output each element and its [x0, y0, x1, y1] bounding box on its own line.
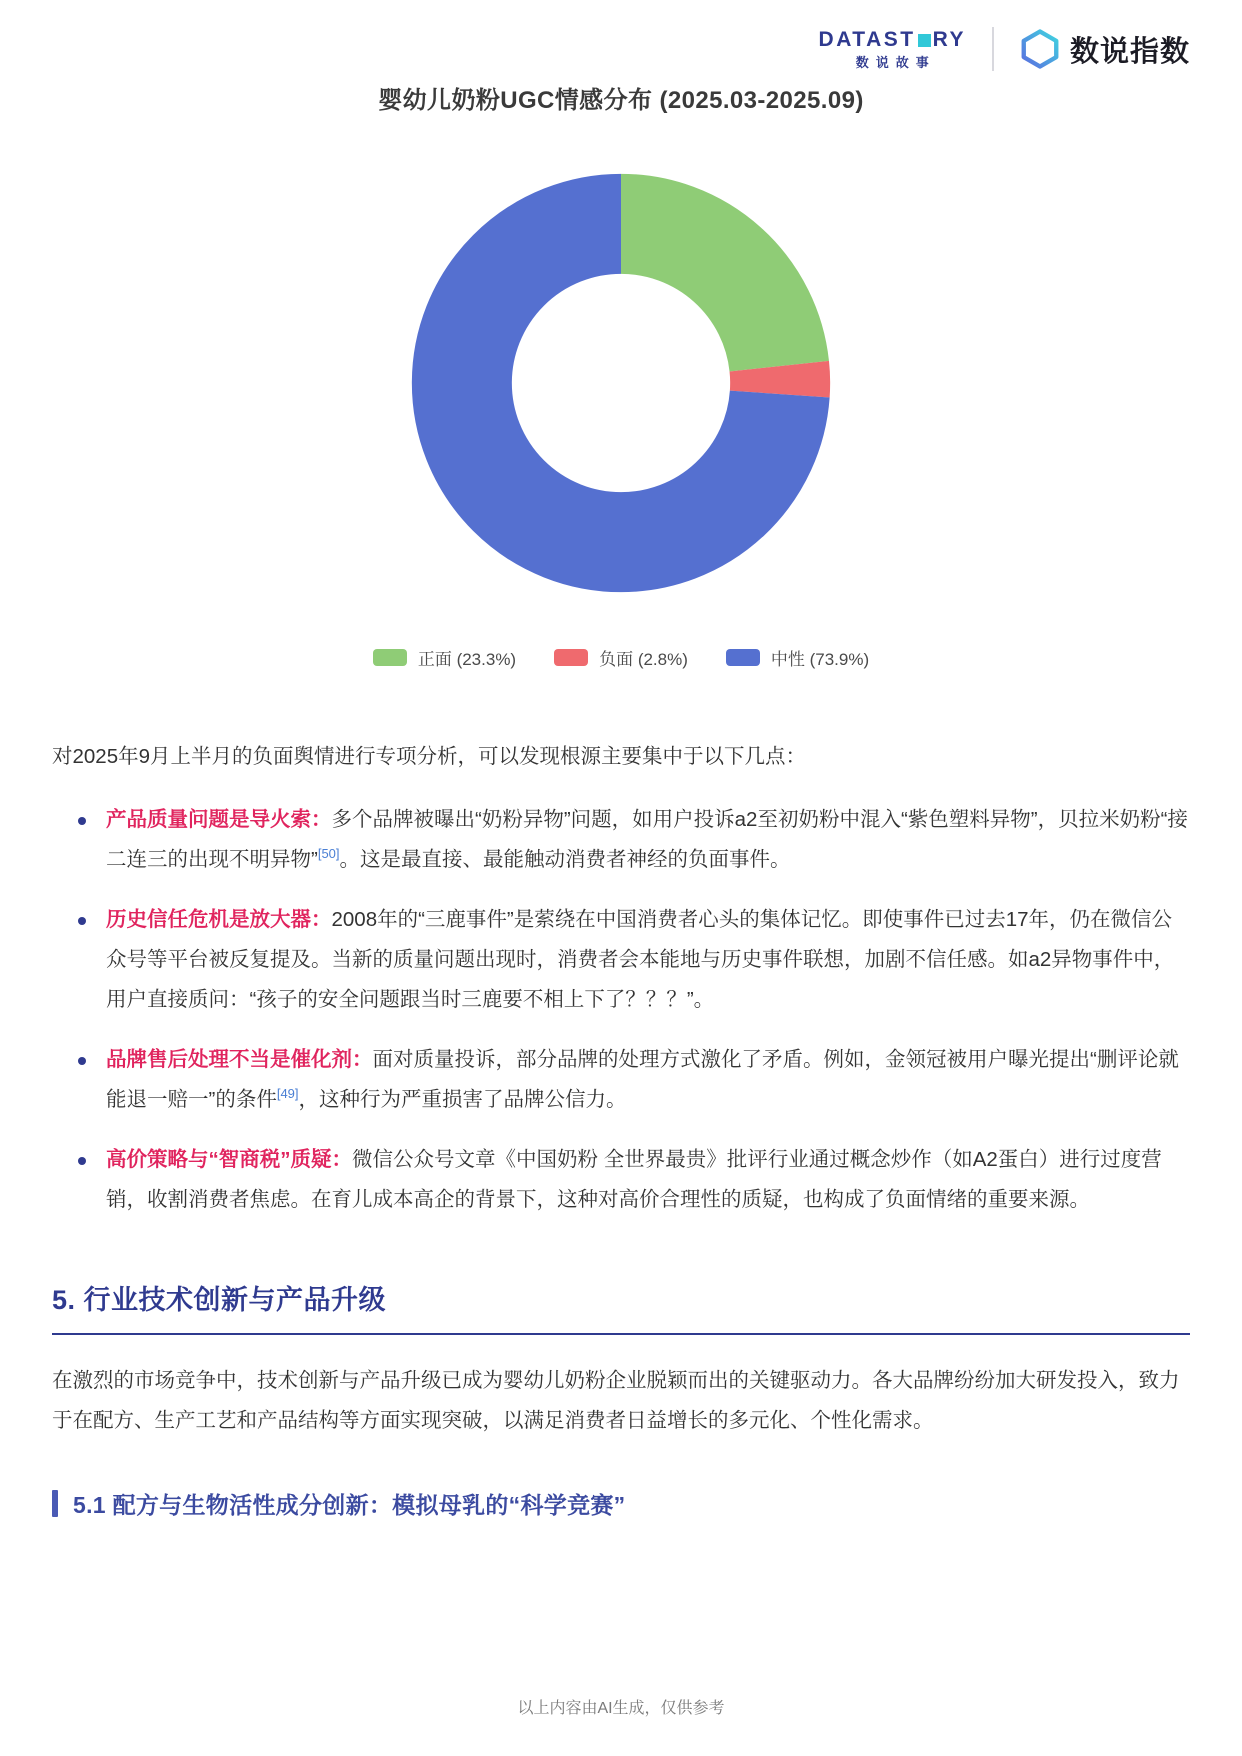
point-text: 多个品牌被曝出“奶粉异物”问题，如用户投诉a2至初奶粉中混入“紫色塑料异物”，贝拉米奶粉“接二连三的出现不明异物” — [106, 807, 1188, 871]
chart-legend — [52, 645, 1190, 670]
legend-item-positive — [373, 645, 516, 670]
chart-title: 婴幼儿奶粉UGC情感分布 (2025.03-2025.09) — [378, 87, 864, 114]
negative-sentiment-points-list — [52, 800, 1190, 1220]
point-text: 2008年的“三鹿事件”是萦绕在中国消费者心头的集体记忆。即使事件已过去17年，仍在微信公众号等平台被反复提及。当新的质量问题出现时，消费者会本能地与历史事件联想，加剧不信任感。如a2异物事件中，用户直接质问：“孩子的安全问题跟当时三鹿要不相上下了？？？”。 — [106, 907, 1175, 1011]
point-keyword: 历史信任危机是放大器： — [106, 907, 332, 931]
point-text-tail: 。这是最直接、最能触动消费者神经的负面事件。 — [339, 847, 791, 871]
list-item — [96, 800, 1190, 880]
section-paragraph: 在激烈的市场竞争中，技术创新与产品升级已成为婴幼儿奶粉企业脱颖而出的关键驱动力。各大品牌纷纷加大研发投入，致力于在配方、生产工艺和产品结构等方面实现突破，以满足消费者日益增长的多元化、个性化需求。 — [52, 1368, 1180, 1432]
footer-disclaimer: 以上内容由AI生成，仅供参考 — [517, 1700, 725, 1717]
point-text-tail: ，这种行为严重损害了品牌公信力。 — [298, 1087, 627, 1111]
cube-logo-icon — [1020, 29, 1060, 69]
brand-header — [52, 0, 1190, 70]
list-item — [96, 1140, 1190, 1220]
legend-label-neutral: 中性 (73.9%) — [770, 650, 870, 669]
square-o-icon — [918, 34, 931, 47]
legend-swatch-negative — [554, 649, 588, 666]
legend-item-neutral — [726, 645, 869, 670]
section-heading: 5. 行业技术创新与产品升级 — [52, 1284, 387, 1315]
legend-swatch-positive — [373, 649, 407, 666]
intro-paragraph: 对2025年9月上半月的负面舆情进行专项分析，可以发现根源主要集中于以下几点： — [52, 745, 807, 768]
list-item — [96, 900, 1190, 1020]
legend-item-negative — [554, 645, 688, 670]
datastory-logo-cn: 数说故事 — [855, 55, 936, 70]
brand-divider — [992, 27, 994, 71]
datastory-logo-en — [819, 29, 966, 50]
legend-swatch-neutral — [726, 649, 760, 666]
donut-segment — [462, 224, 780, 542]
section-divider — [52, 1333, 1190, 1335]
datastory-logo-en-part2: RY — [932, 28, 966, 51]
product-name: 数说指数 — [1069, 35, 1190, 68]
citation-ref[interactable]: [49] — [276, 1085, 299, 1101]
point-keyword: 高价策略与“智商税”质疑： — [106, 1147, 352, 1171]
point-text: 面对质量投诉，部分品牌的处理方式激化了矛盾。例如，金领冠被用户曝光提出“删评论就能退一赔一”的条件 — [106, 1047, 1179, 1111]
subsection-heading — [52, 1487, 1190, 1520]
legend-label-negative: 负面 (2.8%) — [599, 650, 688, 669]
list-item — [96, 1040, 1190, 1120]
accent-bar-icon — [52, 1490, 58, 1517]
point-text: 微信公众号文章《中国奶粉 全世界最贵》批评行业通过概念炒作（如A2蛋白）进行过度营销，收割消费者焦虑。在育儿成本高企的背景下，这种对高价合理性的质疑，也构成了负面情绪的重要来源。 — [106, 1147, 1162, 1211]
citation-ref[interactable]: [50] — [317, 846, 340, 862]
datastory-logo — [819, 29, 966, 69]
donut-svg — [411, 173, 831, 593]
datastory-logo-en-part1: DATAST — [818, 28, 916, 51]
point-keyword: 产品质量问题是导火索： — [106, 807, 332, 831]
legend-label-positive: 正面 (23.3%) — [417, 650, 517, 669]
point-keyword: 品牌售后处理不当是催化剂： — [106, 1047, 373, 1071]
donut-plot-area — [411, 173, 831, 593]
sentiment-donut-chart — [52, 80, 1190, 670]
product-logo — [1020, 29, 1190, 70]
subsection-heading-label: 5.1 配方与生物活性成分创新：模拟母乳的“科学竞赛” — [73, 1491, 626, 1518]
